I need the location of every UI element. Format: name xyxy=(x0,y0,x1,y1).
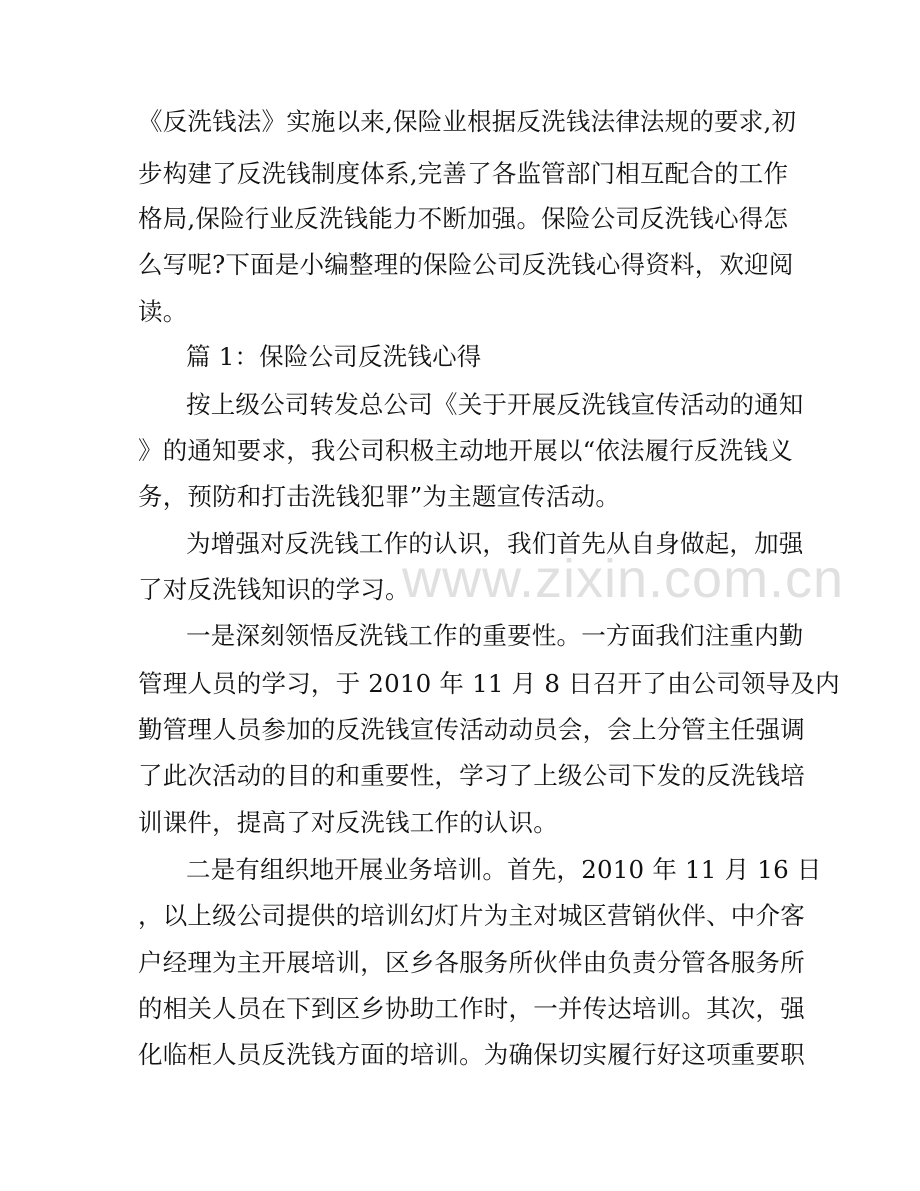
section-heading: 篇 1：保险公司反洗钱心得 xyxy=(186,342,482,371)
text-line: 化临柜人员反洗钱方面的培训。为确保切实履行好这项重要职 xyxy=(138,1040,805,1069)
text-line: 二是有组织地开展业务培训。首先，2010 年 11 月 16 日 xyxy=(186,855,822,884)
text-line: ，以上级公司提供的培训幻灯片为主对城区营销伙伴、中介客 xyxy=(138,901,805,930)
text-line: 勤管理人员参加的反洗钱宣传活动动员会，会上分管主任强调 xyxy=(138,715,805,744)
text-line: 户经理为主开展培训，区乡各服务所伙伴由负责分管各服务所 xyxy=(138,948,805,977)
text-line: 了此次活动的目的和重要性，学习了上级公司下发的反洗钱培 xyxy=(138,761,805,790)
text-line: 训课件，提高了对反洗钱工作的认识。 xyxy=(138,808,558,837)
text-line: 为增强对反洗钱工作的认识，我们首先从自身做起，加强 xyxy=(186,529,804,558)
text-line: 》的通知要求，我公司积极主动地开展以“依法履行反洗钱义 xyxy=(138,436,793,465)
text-line: 务，预防和打击洗钱犯罪”为主题宣传活动。 xyxy=(138,482,621,511)
text-line: 么写呢?下面是小编整理的保险公司反洗钱心得资料，欢迎阅 xyxy=(138,250,794,279)
text-line: 了对反洗钱知识的学习。 xyxy=(138,575,410,604)
text-line: 按上级公司转发总公司《关于开展反洗钱宣传活动的通知 xyxy=(186,390,804,419)
text-line: 一是深刻领悟反洗钱工作的重要性。一方面我们注重内勤 xyxy=(186,621,804,650)
text-line: 读。 xyxy=(138,297,188,326)
text-line: 管理人员的学习，于 2010 年 11 月 8 日召开了由公司领导及内 xyxy=(138,669,840,698)
text-line: 格局,保险行业反洗钱能力不断加强。保险公司反洗钱心得怎 xyxy=(138,204,789,233)
text-line: 的相关人员在下到区乡协助工作时，一并传达培训。其次，强 xyxy=(138,994,805,1023)
watermark: www.zixin.com.cn xyxy=(402,549,845,609)
text-line: 《反洗钱法》实施以来,保险业根据反洗钱法律法规的要求,初 xyxy=(138,107,797,136)
text-line: 步构建了反洗钱制度体系,完善了各监管部门相互配合的工作 xyxy=(138,159,789,188)
